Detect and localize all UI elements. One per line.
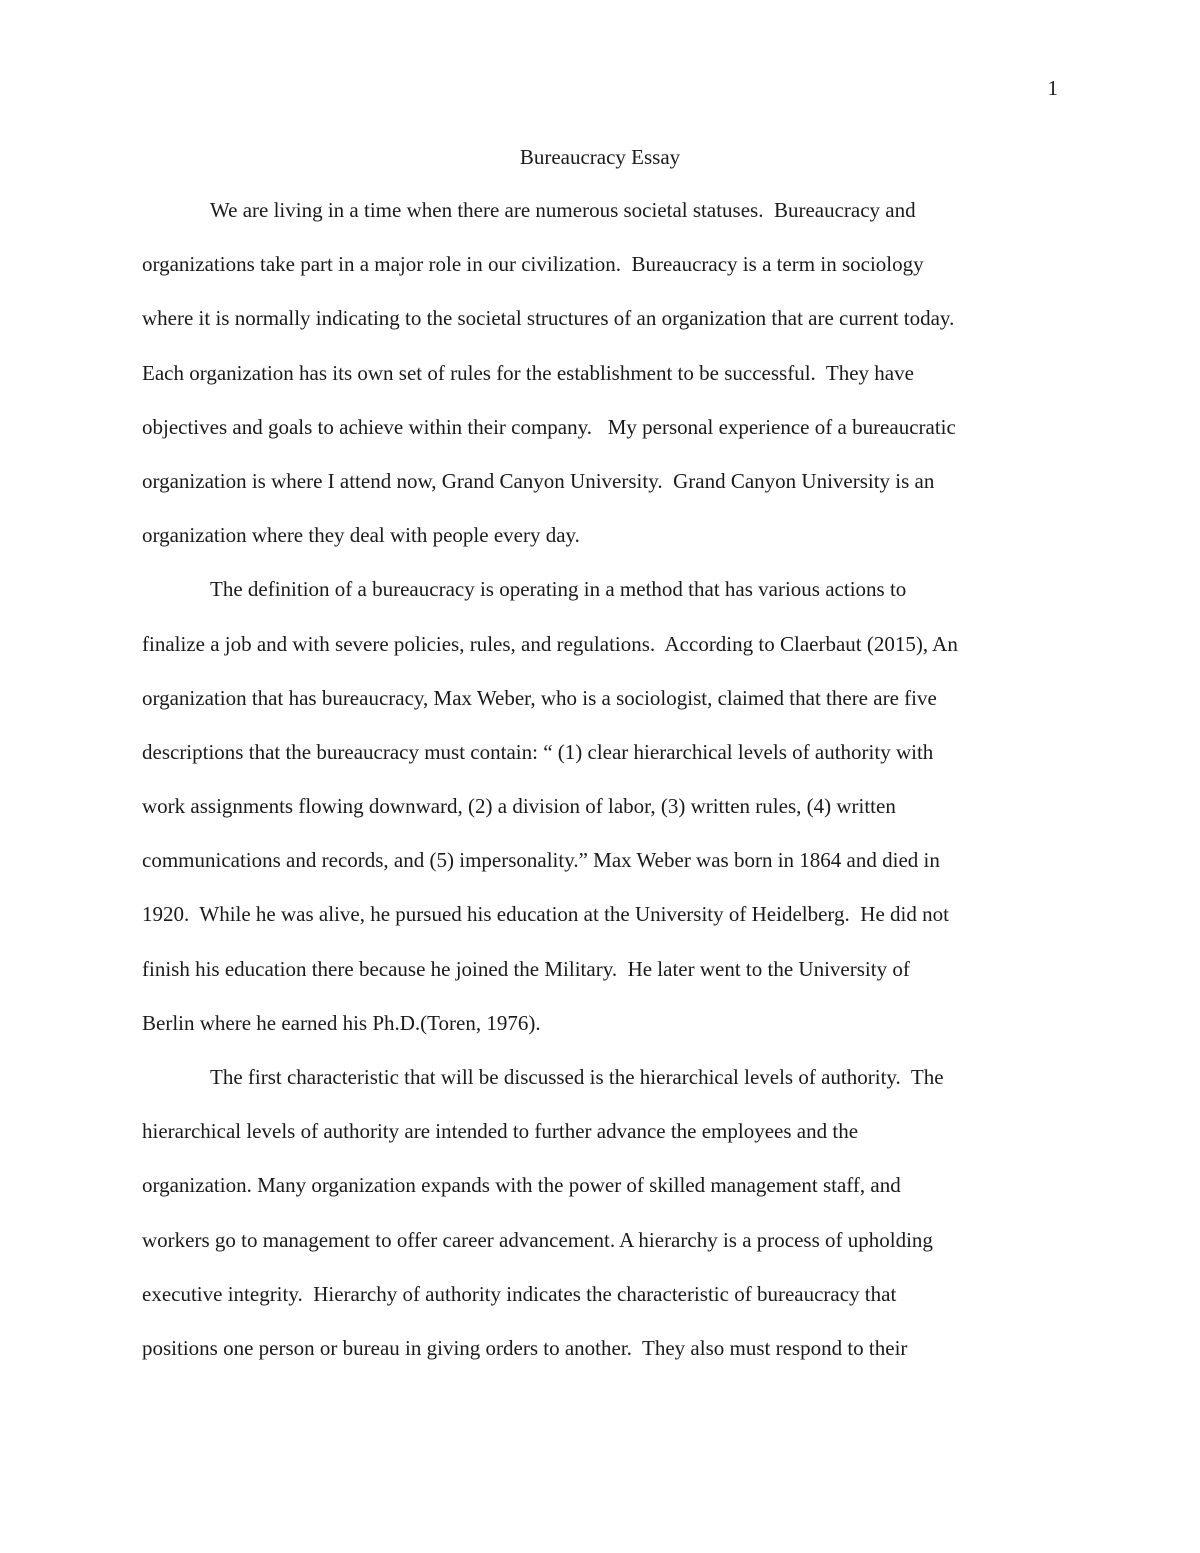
text-line: organization. Many organization expands with the power of skilled management staff, and — [142, 1173, 901, 1198]
text-line: work assignments flowing downward, (2) a division of labor, (3) written rules, (4) written — [142, 794, 896, 819]
text-line: Each organization has its own set of rules for the establishment to be successful. They have — [142, 360, 914, 385]
text-line: organization is where I attend now, Grand Canyon University. Grand Canyon University is an — [142, 468, 935, 493]
text-line: finish his education there because he joined the Military. He later went to the University of — [142, 956, 910, 981]
text-line: objectives and goals to achieve within their company. My personal experience of a bureaucratic — [142, 414, 956, 439]
text-line: descriptions that the bureaucracy must contain: “ (1) clear hierarchical levels of authority with — [142, 739, 934, 764]
text-line: organization where they deal with people every day. — [142, 523, 580, 548]
page-number: 1 — [1047, 76, 1058, 100]
text-line: positions one person or bureau in giving orders to another. They also must respond to their — [142, 1335, 908, 1360]
essay-body — [142, 195, 1060, 1387]
text-line: The definition of a bureaucracy is operating in a method that has various actions to — [210, 577, 907, 602]
text-line: 1920. While he was alive, he pursued his education at the University of Heidelberg. He did not — [142, 902, 949, 927]
text-line: organization that has bureaucracy, Max Weber, who is a sociologist, claimed that there are five — [142, 685, 937, 710]
text-line: workers go to management to offer career advancement. A hierarchy is a process of upholding — [142, 1227, 933, 1252]
text-line: communications and records, and (5) impersonality.” Max Weber was born in 1864 and died in — [142, 848, 940, 873]
text-line: hierarchical levels of authority are intended to further advance the employees and the — [142, 1119, 859, 1144]
essay-title: Bureaucracy Essay — [519, 145, 681, 169]
text-line: where it is normally indicating to the societal structures of an organization that are current today. — [142, 306, 955, 331]
text-line: The first characteristic that will be discussed is the hierarchical levels of authority. The — [210, 1065, 944, 1089]
text-line: We are living in a time when there are numerous societal statuses. Bureaucracy and — [210, 198, 916, 222]
text-line: finalize a job and with severe policies, rules, and regulations. According to Claerbaut (2015), An — [142, 631, 958, 656]
text-line: executive integrity. Hierarchy of authority indicates the characteristic of bureaucracy that — [142, 1281, 897, 1306]
text-line: Berlin where he earned his Ph.D.(Toren, 1976). — [142, 1010, 541, 1035]
text-line: organizations take part in a major role in our civilization. Bureaucracy is a term in sociology — [142, 252, 924, 277]
